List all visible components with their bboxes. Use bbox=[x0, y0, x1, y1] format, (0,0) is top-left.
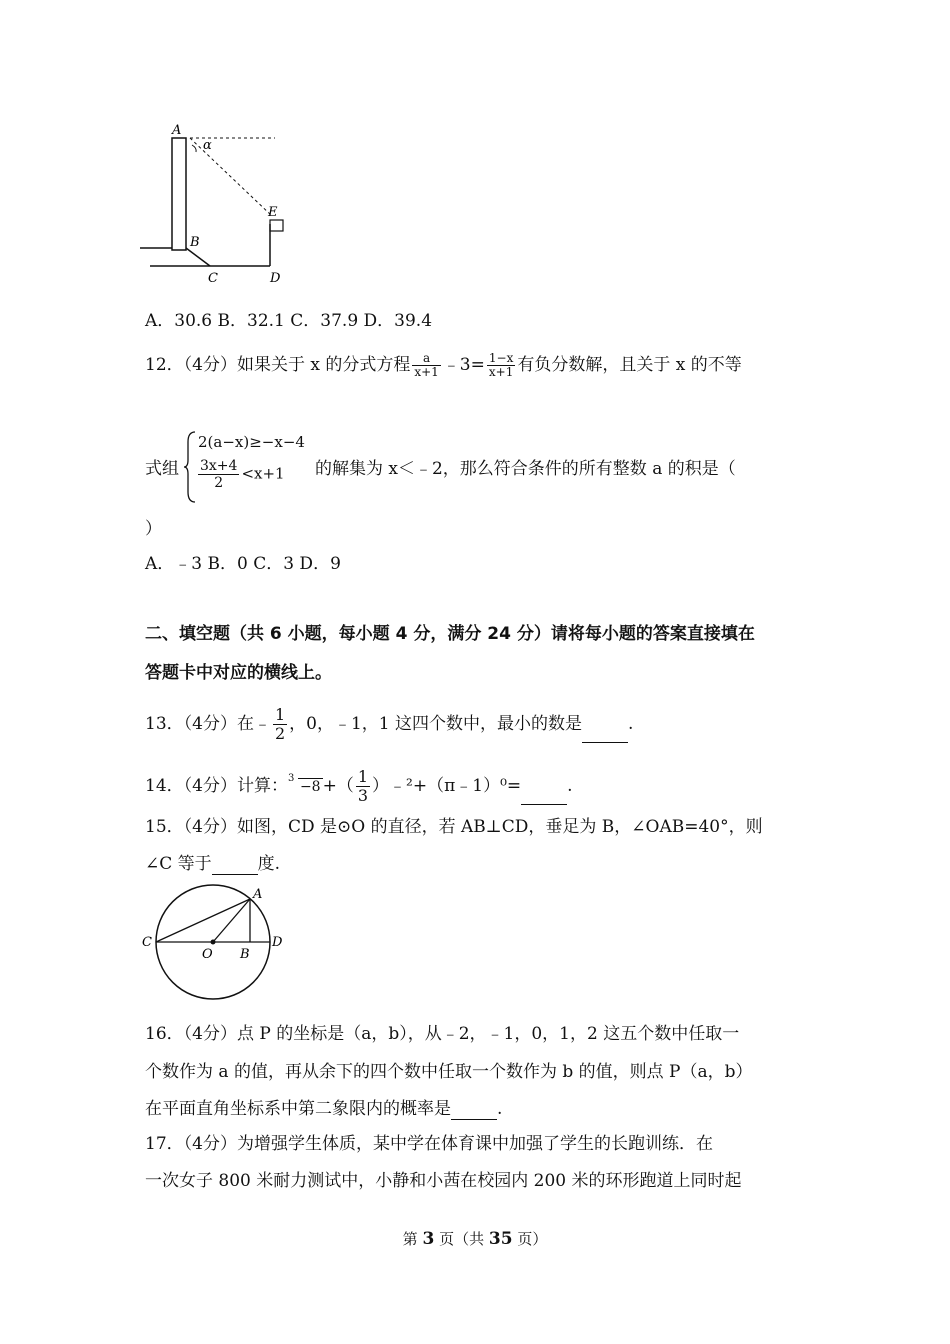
q12-prefix: 12．（4分）如果关于 x 的分式方程 bbox=[145, 355, 411, 375]
q17-line2: 一次女子 800 米耐力测试中，小静和小茜在校园内 200 米的环形跑道上同时起 bbox=[145, 1171, 742, 1191]
q14-plus: +（ bbox=[322, 776, 354, 796]
q12-frac2-num: 1−x bbox=[488, 351, 514, 365]
q13-frac bbox=[273, 706, 287, 743]
q14-frac-den: 3 bbox=[357, 786, 369, 805]
q17-line1: 17．（4分）为增强学生体质，某中学在体育课中加强了学生的长跑训练．在 bbox=[145, 1134, 713, 1154]
building-rect bbox=[172, 138, 186, 250]
q12-line2-prefix: 式组 bbox=[145, 459, 179, 479]
q12-frac1-den: x+1 bbox=[414, 365, 439, 379]
label-a: A bbox=[172, 123, 182, 138]
section2-heading-line2: 答题卡中对应的横线上。 bbox=[145, 663, 332, 683]
point-e-box bbox=[270, 220, 283, 231]
q14-rest: ）﹣²+（π﹣1）⁰= bbox=[372, 776, 522, 796]
q16-answer-blank[interactable] bbox=[451, 1103, 497, 1120]
q12-line2-suffix: 的解集为 x＜﹣2，那么符合条件的所有整数 a 的积是（ bbox=[315, 459, 736, 479]
footer-page-number: 3 bbox=[422, 1229, 435, 1249]
center-dot bbox=[211, 940, 216, 945]
q12-frac2-den: x+1 bbox=[488, 365, 514, 379]
slope-bc bbox=[186, 248, 210, 266]
page-footer bbox=[0, 1228, 950, 1249]
q13-prefix: 13．（4分）在﹣ bbox=[145, 714, 271, 734]
label-c: C bbox=[208, 271, 218, 286]
q14-answer-blank[interactable] bbox=[521, 788, 567, 805]
q14-root-index: 3 bbox=[287, 773, 295, 784]
q11-options: A．30.6 B．32.1 C．37.9 D．39.4 bbox=[145, 311, 433, 331]
footer-post: 页） bbox=[517, 1230, 548, 1248]
q12-options: A．﹣3 B．0 C．3 D．9 bbox=[145, 554, 341, 574]
q13-end: . bbox=[628, 714, 634, 734]
q14-radicand: −8 bbox=[299, 779, 321, 795]
label-o: O bbox=[202, 947, 213, 962]
footer-pre: 第 bbox=[402, 1230, 418, 1248]
q16-line2: 个数作为 a 的值，再从余下的四个数中任取一个数作为 b 的值，则点 P（a，b） bbox=[145, 1062, 753, 1082]
q16-line1: 16．（4分）点 P 的坐标是（a，b），从﹣2，﹣1，0，1，2 这五个数中任取一 bbox=[145, 1024, 740, 1044]
radius-oa bbox=[213, 899, 250, 942]
footer-mid: 页（共 bbox=[439, 1230, 485, 1248]
q15-line2-suffix: 度. bbox=[257, 854, 281, 874]
q12-line1 bbox=[145, 352, 742, 379]
q12-ineq2-den: 2 bbox=[214, 475, 224, 491]
q12-frac1 bbox=[412, 352, 440, 379]
q12-line3: ） bbox=[145, 519, 162, 539]
label-b: B bbox=[240, 947, 250, 962]
q13-frac-den: 2 bbox=[274, 724, 286, 743]
q15-line1: 15．（4分）如图，CD 是⊙O 的直径，若 AB⊥CD，垂足为 B，∠OAB=40°，则 bbox=[145, 817, 763, 837]
label-a: A bbox=[253, 887, 263, 902]
q12-ineq2-num: 3x+4 bbox=[200, 458, 238, 474]
q12-ineq2 bbox=[196, 458, 285, 491]
q12-frac2 bbox=[487, 352, 515, 379]
q12-ineq2-frac bbox=[198, 458, 239, 491]
q12-ineq2-rest: <x+1 bbox=[241, 464, 285, 483]
q14-frac-num: 1 bbox=[357, 767, 369, 786]
building-figure bbox=[140, 118, 290, 288]
system-brace-icon bbox=[183, 430, 197, 504]
q16-line3-end: . bbox=[497, 1099, 503, 1119]
circle-figure bbox=[138, 882, 298, 1007]
q16-line3 bbox=[145, 1098, 502, 1120]
label-b: B bbox=[190, 235, 200, 250]
q14-line bbox=[145, 768, 573, 805]
q13-suffix: ，0，﹣1，1 这四个数中，最小的数是 bbox=[289, 714, 582, 734]
label-e: E bbox=[268, 205, 278, 220]
label-alpha: α bbox=[203, 138, 212, 153]
q12-mid: ﹣3= bbox=[442, 355, 485, 375]
q15-answer-blank[interactable] bbox=[212, 858, 258, 875]
q14-prefix: 14．（4分）计算： bbox=[145, 776, 288, 796]
q15-line2-prefix: ∠C 等于 bbox=[145, 854, 212, 874]
q12-frac1-num: a bbox=[412, 352, 440, 366]
q15-line2 bbox=[145, 853, 280, 875]
section2-heading-line1: 二、填空题（共 6 小题，每小题 4 分，满分 24 分）请将每小题的答案直接填在 bbox=[145, 624, 755, 644]
q14-cube-root bbox=[287, 773, 323, 798]
q14-end: . bbox=[567, 776, 573, 796]
q14-frac bbox=[356, 768, 370, 805]
q13-answer-blank[interactable] bbox=[582, 726, 628, 743]
footer-total-pages: 35 bbox=[488, 1229, 513, 1249]
q16-line3-prefix: 在平面直角坐标系中第二象限内的概率是 bbox=[145, 1099, 451, 1119]
q12-ineq1: 2(a−x)≥−x−4 bbox=[198, 433, 305, 451]
q13-frac-num: 1 bbox=[274, 705, 286, 724]
q12-suffix: 有负分数解，且关于 x 的不等 bbox=[517, 355, 742, 375]
label-d: D bbox=[270, 271, 281, 286]
q13-line bbox=[145, 706, 633, 743]
label-d: D bbox=[272, 935, 283, 950]
label-c: C bbox=[142, 935, 152, 950]
angle-arc bbox=[192, 145, 196, 152]
